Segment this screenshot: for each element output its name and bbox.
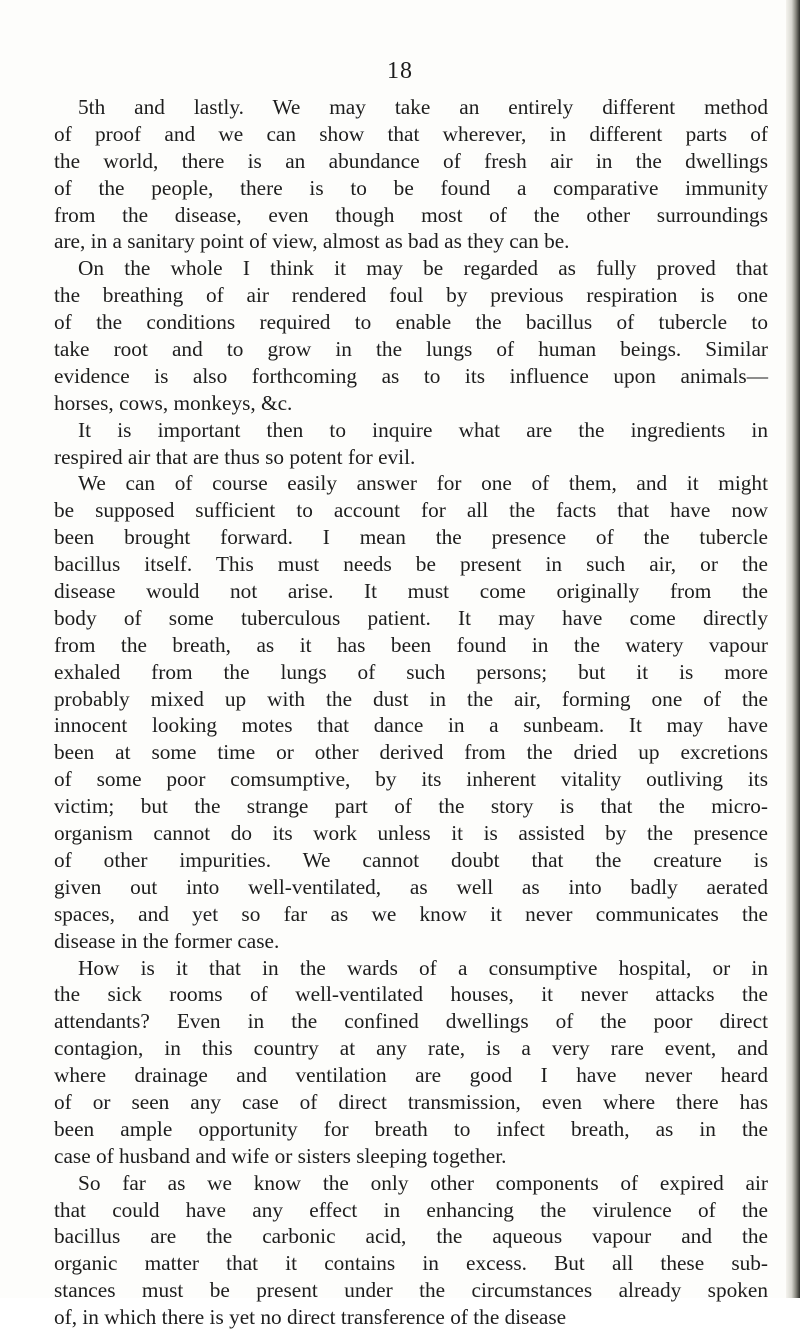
text-line: exhaled from the lungs of such persons; but it is more — [54, 659, 768, 684]
text-line: innocent looking motes that dance in a sunbeam. It may have — [54, 713, 768, 738]
text-line: of some poor comsumptive, by its inherent vitality outliving its — [54, 767, 768, 792]
text-line: disease in the former case. — [54, 928, 280, 953]
text-line: the breathing of air rendered foul by previous respiration is one — [54, 283, 768, 308]
text-line: given out into well-ventilated, as well as into badly aerated — [54, 874, 768, 899]
text-line: from the breath, as it has been found in the watery vapour — [54, 632, 768, 657]
text-line: from the disease, even though most of the other surroundings — [54, 202, 768, 227]
text-line: organism cannot do its work unless it is assisted by the presence — [54, 821, 768, 846]
text-line: horses, cows, monkeys, &c. — [54, 390, 293, 415]
text-line: body of some tuberculous patient. It may have come directly — [54, 605, 768, 630]
page-edge-shadow — [786, 0, 800, 1298]
text-line: respired air that are thus so potent for evil. — [54, 444, 416, 469]
text-line: We can of course easily answer for one of them, and it might — [78, 471, 768, 496]
text-line: bacillus are the carbonic acid, the aqueous vapour and the — [54, 1224, 768, 1249]
text-line: of other impurities. We cannot doubt that the creature is — [54, 847, 768, 872]
text-line: disease would not arise. It must come originally from the — [54, 579, 768, 604]
text-line: How is it that in the wards of a consumptive hospital, or in — [78, 955, 768, 980]
text-line: be supposed sufficient to account for all the facts that have now — [54, 498, 768, 523]
text-line: been brought forward. I mean the presence of the tubercle — [54, 525, 768, 550]
text-line: of or seen any case of direct transmission, even where there has — [54, 1089, 768, 1114]
text-line: spaces, and yet so far as we know it never communicates the — [54, 901, 768, 926]
text-line: probably mixed up with the dust in the air, forming one of the — [54, 686, 768, 711]
text-line: victim; but the strange part of the story is that the micro- — [54, 794, 768, 819]
text-line: evidence is also forthcoming as to its influence upon animals— — [54, 363, 768, 388]
text-line: of proof and we can show that wherever, in different parts of — [54, 121, 768, 146]
text-line: organic matter that it contains in excess. But all these sub- — [54, 1251, 768, 1276]
text-line: It is important then to inquire what are the ingredients in — [78, 417, 768, 442]
text-line: bacillus itself. This must needs be present in such air, or the — [54, 552, 768, 577]
page-number: 18 — [387, 58, 413, 84]
text-line: attendants? Even in the confined dwellings of the poor direct — [54, 1009, 768, 1034]
text-line: of, in which there is yet no direct transference of the disease — [54, 1305, 567, 1330]
text-line: contagion, in this country at any rate, is a very rare event, and — [54, 1036, 768, 1061]
text-line: been at some time or other derived from the dried up excretions — [54, 740, 768, 765]
text-line: where drainage and ventilation are good I have never heard — [54, 1063, 768, 1088]
text-line: the world, there is an abundance of fresh air in the dwellings — [54, 148, 768, 173]
text-line: take root and to grow in the lungs of human beings. Similar — [54, 337, 768, 362]
text-line: of the conditions required to enable the bacillus of tubercle to — [54, 310, 768, 335]
body-text — [54, 94, 768, 1331]
text-line: So far as we know the only other components of expired air — [78, 1170, 768, 1195]
text-line: the sick rooms of well-ventilated houses, it never attacks the — [54, 982, 768, 1007]
text-line: 5th and lastly. We may take an entirely different method — [78, 95, 768, 119]
text-line: stances must be present under the circumstances already spoken — [54, 1278, 768, 1303]
text-line: been ample opportunity for breath to infect breath, as in the — [54, 1116, 768, 1141]
text-line: of the people, there is to be found a comparative immunity — [54, 175, 768, 200]
text-line: On the whole I think it may be regarded as fully proved that — [78, 256, 768, 281]
text-line: that could have any effect in enhancing the virulence of the — [54, 1197, 768, 1222]
text-line: are, in a sanitary point of view, almost as bad as they can be. — [54, 229, 570, 254]
text-line: case of husband and wife or sisters sleeping together. — [54, 1143, 507, 1168]
